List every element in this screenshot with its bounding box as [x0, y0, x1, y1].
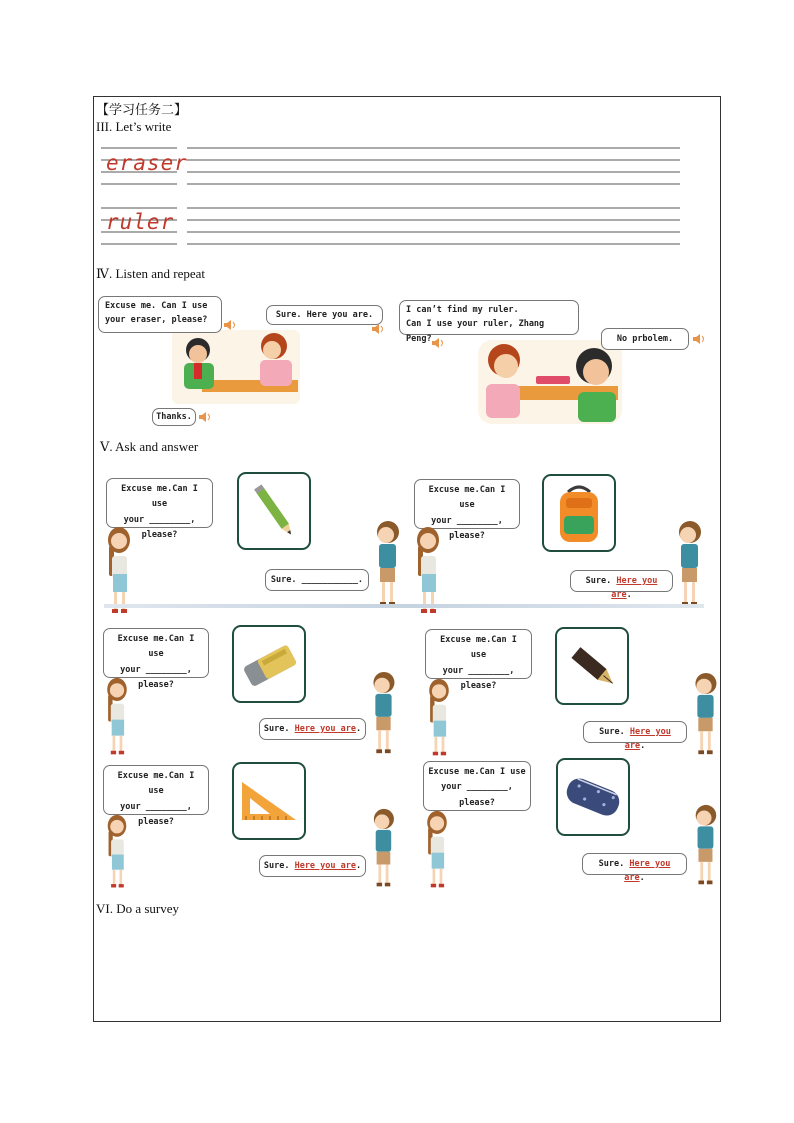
item-card [556, 758, 630, 836]
question-line: Excuse me.Can I use [428, 767, 526, 777]
answer-bubble [265, 569, 369, 591]
ruler-icon [234, 764, 304, 838]
question-line: please? [449, 530, 485, 541]
answer-bubble [583, 721, 687, 752]
classroom-scene-2 [478, 340, 622, 424]
audio-speaker-icon[interactable] [431, 337, 445, 349]
model-word-eraser: eraser [106, 151, 188, 175]
boy-figure [372, 520, 402, 610]
item-card [232, 762, 306, 840]
section-survey-heading: VI. Do a survey [96, 901, 180, 916]
item-card [237, 472, 311, 550]
pen-icon [557, 629, 627, 703]
model-word-ruler: ruler [106, 210, 175, 234]
question-bubble [423, 761, 531, 811]
bubble-line: Can I use your ruler, Zhang Peng? [406, 319, 545, 344]
question-line: your ________, [441, 782, 513, 793]
boy-figure [674, 520, 704, 610]
answer-sure: Sure. [263, 861, 290, 871]
section-write-heading: III. Let’s write [96, 119, 172, 134]
eraser-icon [234, 627, 304, 701]
answer-blank: ___________. [301, 575, 364, 585]
girl-figure [422, 810, 452, 890]
answer-bubble [570, 570, 673, 601]
item-card [232, 625, 306, 703]
pencil-icon [239, 474, 309, 548]
question-line: your ________, [442, 665, 515, 676]
boy-figure [368, 671, 398, 757]
question-line: Excuse me.Can I use [117, 771, 195, 797]
question-line: please? [141, 529, 178, 540]
answer-bubble [582, 853, 687, 884]
girl-figure [102, 814, 132, 890]
question-line: Excuse me.Can I use [428, 485, 506, 511]
speech-bubble-boy-2: No prbolem. [601, 328, 689, 350]
question-bubble [103, 628, 209, 690]
audio-speaker-icon[interactable] [198, 411, 212, 423]
question-line: please? [460, 680, 497, 691]
answer-text: Here you are [624, 727, 671, 752]
answer-text: Here you are [624, 859, 671, 884]
girl-figure [413, 526, 443, 616]
question-bubble [425, 629, 532, 691]
girl-figure [424, 678, 454, 758]
answer-period: . [639, 873, 645, 884]
answer-bubble [259, 855, 366, 877]
question-line: your ________, [120, 801, 192, 812]
audio-speaker-icon[interactable] [223, 319, 237, 331]
speech-bubble-girl: Sure. Here you are. [266, 305, 383, 325]
pencil-case-icon [558, 760, 628, 834]
boy-figure [690, 672, 720, 758]
boy-figure [368, 808, 398, 890]
answer-sure: Sure. [598, 859, 625, 869]
girl-figure [104, 526, 134, 616]
answer-sure: Sure. [263, 724, 290, 734]
answer-sure: Sure. [599, 727, 625, 737]
question-line: please? [138, 679, 174, 690]
bubble-line: I can’t find my ruler. [406, 305, 519, 315]
answer-text: Here you are [294, 724, 356, 734]
audio-speaker-icon[interactable] [371, 323, 385, 335]
question-bubble [414, 479, 520, 541]
answer-bubble [259, 718, 366, 740]
answer-period: . [356, 861, 362, 871]
question-line: please? [138, 816, 174, 827]
question-line: Excuse me.Can I use [121, 484, 198, 510]
question-line: Excuse me.Can I use [440, 635, 517, 661]
speech-bubble-boy [98, 296, 222, 333]
question-bubble [106, 478, 213, 540]
answer-sure: Sure. [270, 575, 297, 585]
schoolbag-icon [544, 476, 614, 550]
answer-text: Here you are [611, 576, 658, 601]
speech-bubble-thanks: Thanks. [152, 408, 196, 426]
classroom-scene-1 [172, 330, 300, 404]
answer-period: . [356, 724, 362, 734]
answer-period: . [640, 741, 646, 752]
answer-period: . [626, 590, 632, 601]
bubble-line: your eraser, please? [105, 315, 208, 326]
bubble-line: Excuse me. Can I use [105, 301, 208, 311]
question-bubble [103, 765, 209, 827]
question-line: please? [459, 797, 495, 808]
question-line: your ________, [120, 664, 192, 675]
floor-shadow [104, 604, 704, 608]
audio-speaker-icon[interactable] [692, 333, 706, 345]
section-ask-heading: Ⅴ. Ask and answer [100, 439, 199, 454]
girl-figure [102, 677, 132, 757]
boy-figure [690, 804, 720, 888]
answer-text: Here you are [294, 861, 356, 871]
speech-bubble-girl-2 [399, 300, 579, 344]
answer-sure: Sure. [585, 576, 612, 586]
task-title: 【学习任务二】 [96, 103, 188, 118]
question-line: your ________, [431, 515, 503, 526]
question-line: your ________, [123, 514, 196, 525]
item-card [542, 474, 616, 552]
section-listen-heading: Ⅳ. Listen and repeat [96, 266, 206, 281]
question-line: Excuse me.Can I use [117, 634, 195, 660]
item-card [555, 627, 629, 705]
